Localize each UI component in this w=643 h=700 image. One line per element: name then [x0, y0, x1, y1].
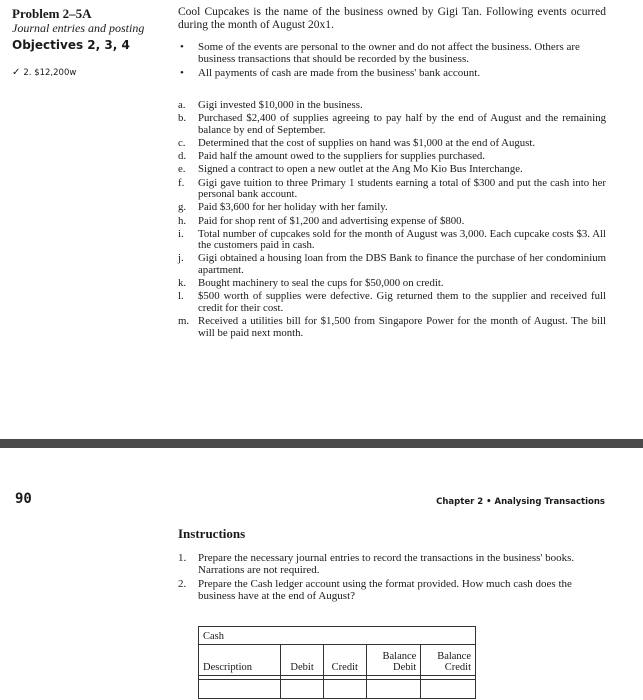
transaction-item: [178, 316, 606, 339]
answer-text: 2. $12,200w: [23, 68, 77, 78]
problem-subtitle: Journal entries and posting: [12, 21, 145, 35]
ledger-col-balance-debit: Balance Debit: [366, 645, 421, 676]
transaction-item: [178, 113, 606, 136]
transaction-letter: e.: [178, 163, 186, 176]
transaction-letter: i.: [178, 227, 184, 240]
transaction-item: [178, 138, 606, 150]
transaction-letter: b.: [178, 112, 187, 125]
transaction-text: Determined that the cost of supplies on hand was $1,000 at the end of August.: [198, 136, 536, 149]
transaction-text: Paid for shop rent of $1,200 and advertising expense of $800.: [198, 214, 465, 227]
transaction-item: [178, 164, 606, 176]
transaction-item: [178, 278, 606, 290]
transaction-list: [178, 100, 606, 341]
transaction-letter: m.: [178, 315, 190, 328]
transaction-text: $500 worth of supplies were defective. Gig returned them to the supplier and received full credit for their cost.: [198, 290, 606, 315]
transaction-text: Paid $3,600 for her holiday with her family.: [198, 201, 388, 214]
transaction-letter: c.: [178, 136, 186, 149]
page-number: 90: [15, 491, 32, 507]
transaction-text: Purchased $2,400 of supplies agreeing to pay half by the end of August and the remaining balance by end of September.: [198, 112, 606, 136]
transaction-item: [178, 178, 606, 201]
ledger-col-description: Description: [199, 645, 281, 676]
transaction-text: Gigi gave tuition to three Primary 1 students earning a total of $300 and put the cash into her personal bank account.: [198, 176, 606, 201]
bullet-item: • All payments of cash are made from the business' bank account.: [180, 67, 481, 79]
bullet-item: • Some of the events are personal to the owner and do not affect the business. Others are business transactions that should be recorded by the business.: [180, 41, 580, 65]
transaction-item: [178, 291, 606, 314]
transaction-item: [178, 253, 606, 276]
ledger-col-debit: Debit: [281, 645, 324, 676]
transaction-letter: k.: [178, 277, 187, 290]
objectives: Objectives 2, 3, 4: [12, 38, 130, 52]
transaction-letter: h.: [178, 214, 187, 227]
transaction-text: Gigi obtained a housing loan from the DBS Bank to finance the purchase of her condominium apartment.: [198, 252, 606, 277]
bullet-icon: •: [180, 41, 184, 53]
ledger-col-balance-credit: Balance Credit: [421, 645, 476, 676]
checkmark-icon: ✓: [12, 67, 21, 78]
transaction-letter: d.: [178, 150, 187, 163]
transaction-letter: l.: [178, 290, 184, 303]
answer-hint: [12, 67, 76, 78]
bullet-list: [178, 41, 598, 81]
transaction-text: Paid half the amount owed to the suppliers for supplies purchased.: [198, 150, 485, 163]
transaction-letter: a.: [178, 99, 186, 111]
cash-ledger-table: [198, 626, 476, 699]
transaction-item: [178, 100, 606, 112]
chapter-header: Chapter 2 • Analysing Transactions: [436, 497, 605, 507]
transaction-item: [178, 229, 606, 252]
page-divider: [0, 439, 643, 448]
transaction-item: [178, 151, 606, 163]
intro-paragraph: Cool Cupcakes is the name of the business owned by Gigi Tan. Following events ocurred during the month of August 20x1.: [178, 6, 606, 31]
transaction-letter: j.: [178, 252, 184, 265]
problem-title: Problem 2–5A: [12, 6, 92, 21]
instruction-step: 1. Prepare the necessary journal entries to record the transactions in the business' books. Narrations are not required.: [178, 552, 606, 576]
transaction-text: Signed a contract to open a new outlet at the Ang Mo Kio Bus Interchange.: [198, 163, 523, 176]
transaction-letter: f.: [178, 176, 185, 189]
transaction-text: Gigi invested $10,000 in the business.: [198, 99, 363, 111]
step-note: Narrations are not required.: [198, 564, 320, 576]
transaction-text: Total number of cupcakes sold for the month of August was 3,000. Each cupcake costs $3. All the customers paid in cash.: [198, 227, 606, 252]
ledger-account-name: Cash: [199, 627, 476, 645]
instruction-step: 2. Prepare the Cash ledger account using the format provided. How much cash does the business have at the end of August?: [178, 578, 572, 602]
instruction-steps: [178, 552, 606, 604]
transaction-text: Received a utilities bill for $1,500 from Singapore Power for the month of August. The bill will be paid next month.: [198, 315, 606, 339]
ledger-col-credit: Credit: [323, 645, 366, 676]
transaction-letter: g.: [178, 201, 187, 214]
ledger-blank-row: [199, 680, 476, 699]
transaction-text: Bought machinery to seal the cups for $50,000 on credit.: [198, 277, 444, 290]
transaction-item: [178, 202, 606, 214]
instructions-heading: Instructions: [178, 526, 246, 541]
bullet-icon: •: [180, 67, 184, 79]
transaction-item: [178, 216, 606, 228]
